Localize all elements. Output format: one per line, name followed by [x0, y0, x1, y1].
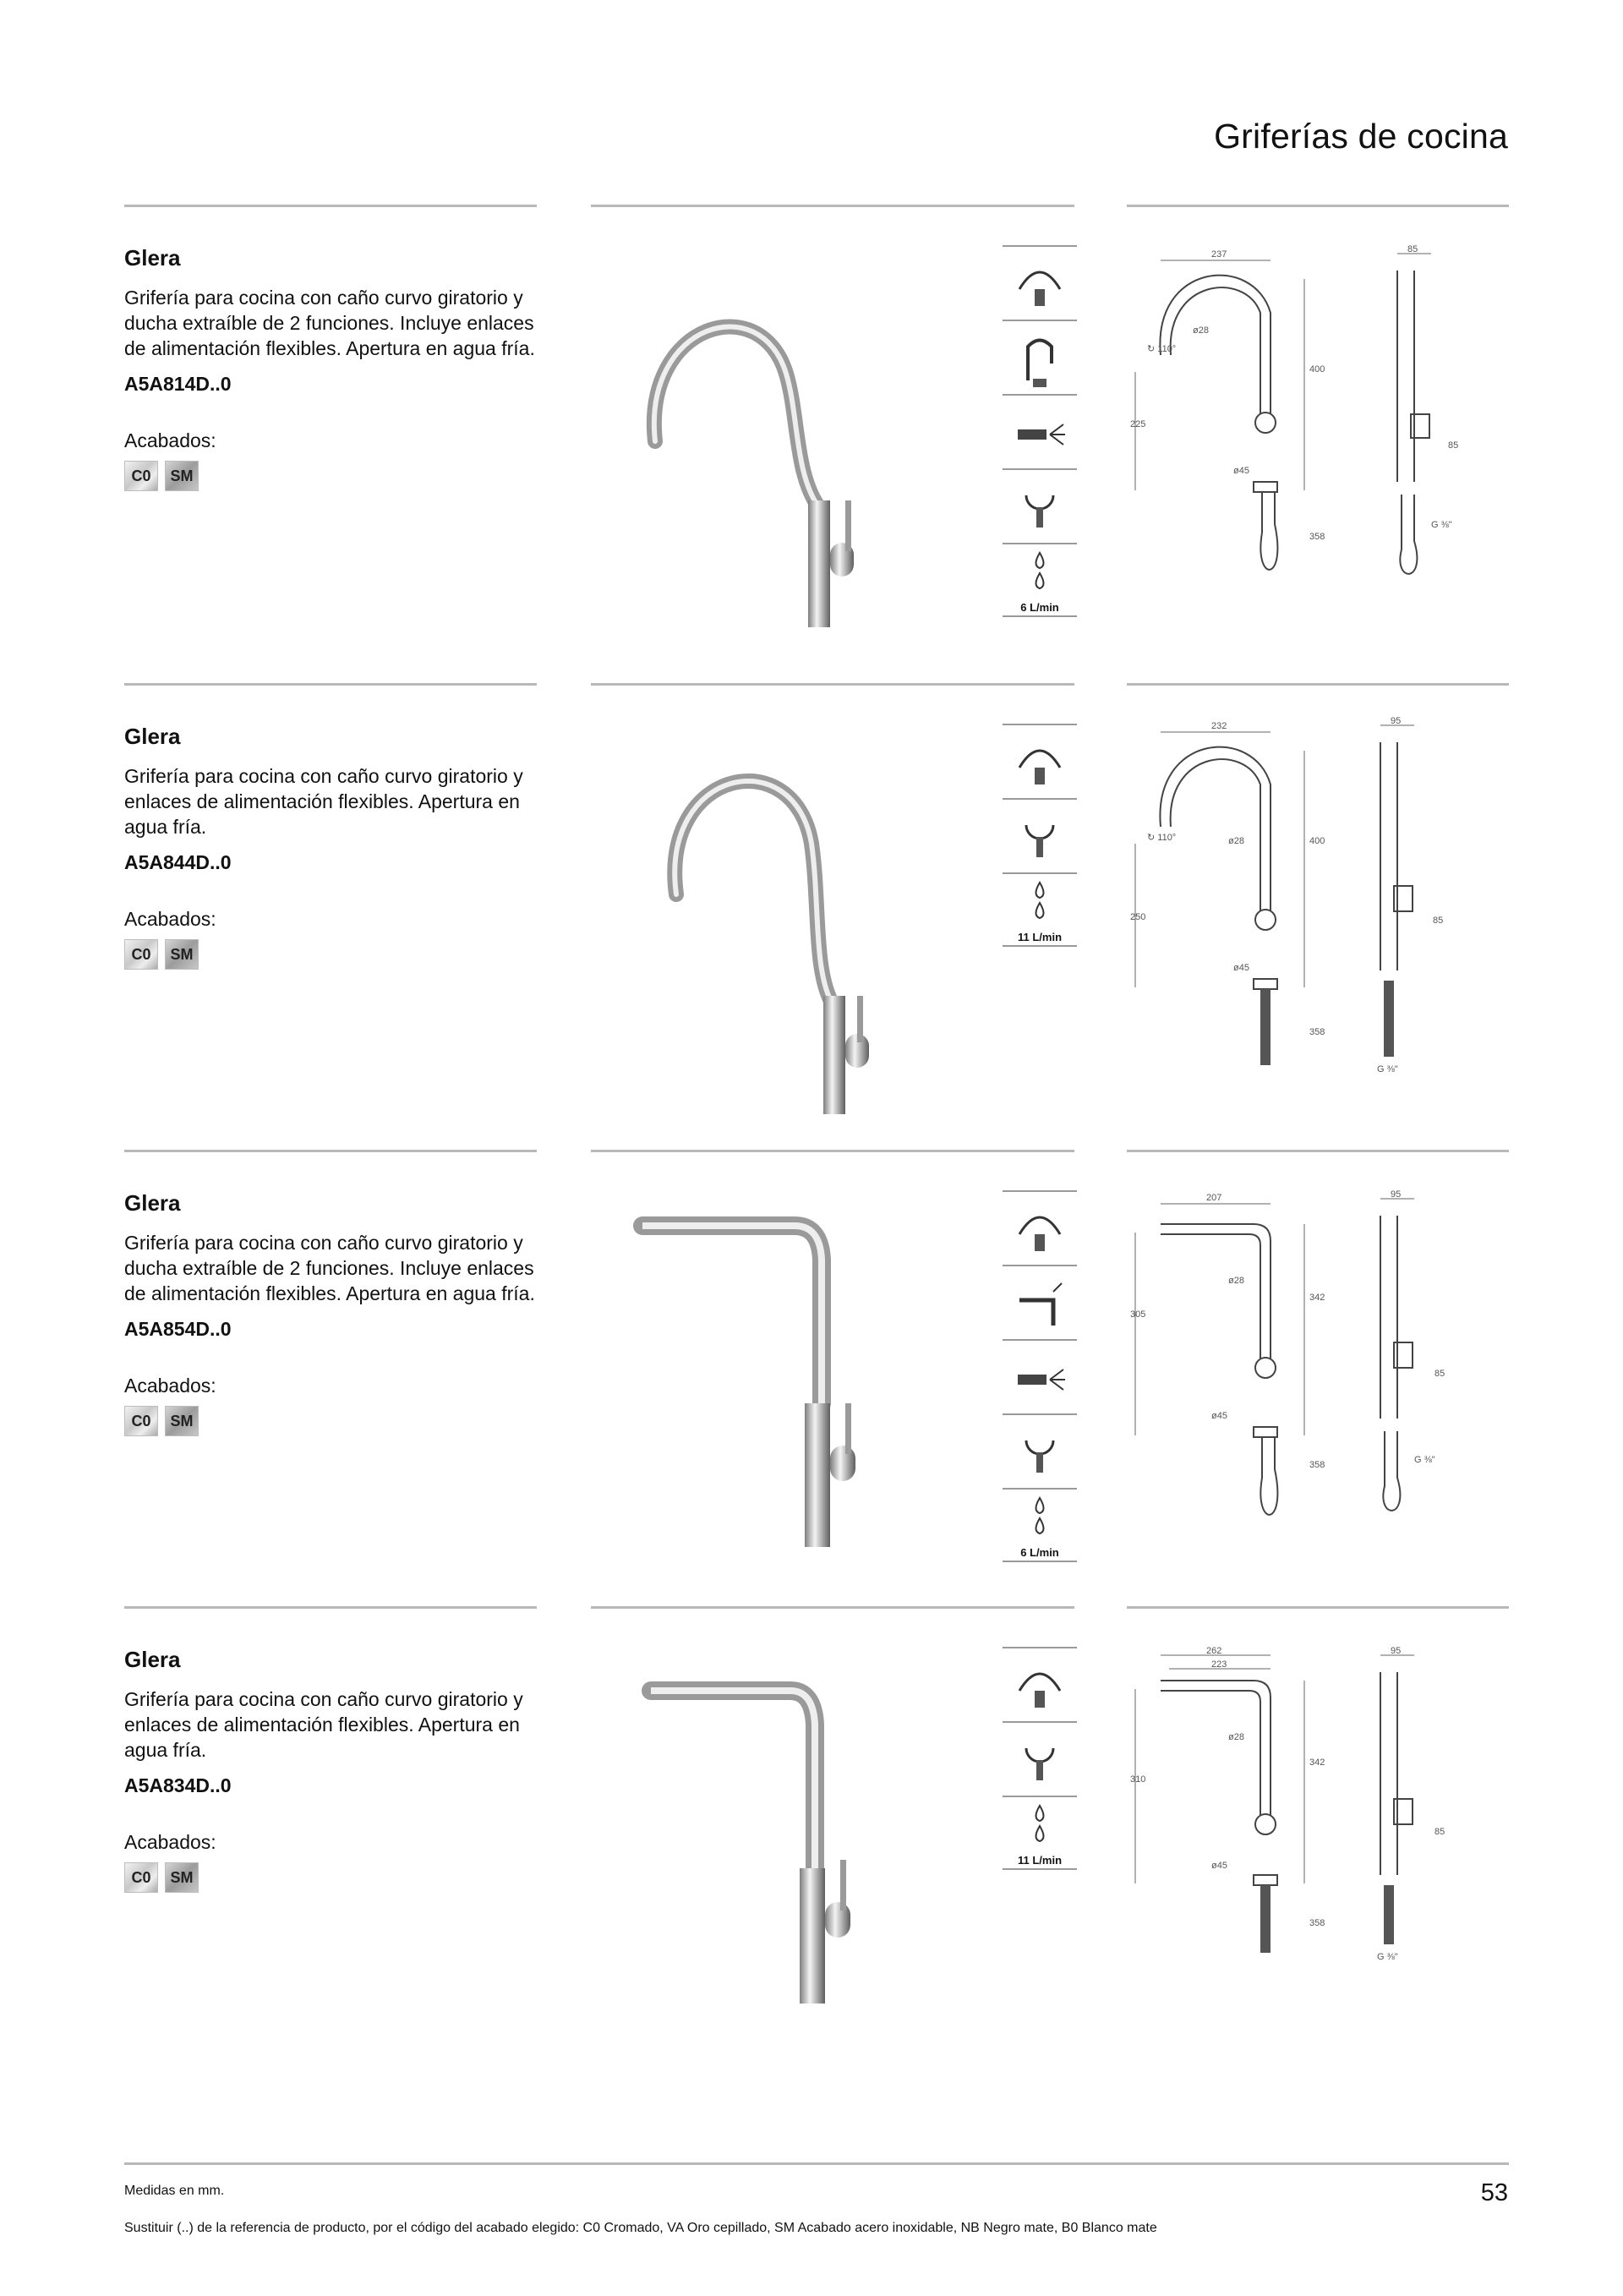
water-flow-icon	[1003, 872, 1077, 947]
svg-text:G ⅜": G ⅜"	[1431, 520, 1452, 530]
divider	[124, 1606, 537, 1609]
finish-swatch-stainless: SM	[165, 461, 199, 491]
page-number: 53	[1480, 2179, 1508, 2206]
svg-text:ø28: ø28	[1193, 325, 1209, 336]
flow-rate: 11 L/min	[1017, 1854, 1063, 1867]
svg-text:↻ 110°: ↻ 110°	[1147, 833, 1177, 843]
page-title: Griferías de cocina	[1214, 117, 1508, 156]
finish-swatch-chrome: C0	[124, 461, 158, 491]
svg-text:95: 95	[1391, 1190, 1402, 1200]
spray-icon	[1003, 1339, 1077, 1413]
svg-text:400: 400	[1309, 364, 1325, 374]
svg-text:85: 85	[1433, 916, 1444, 926]
svg-text:G ⅜": G ⅜"	[1377, 1952, 1398, 1962]
finish-swatch-chrome: C0	[124, 1406, 158, 1436]
feature-icons	[1003, 245, 1077, 617]
divider	[591, 683, 1074, 686]
finish-swatches	[124, 1406, 547, 1436]
svg-text:342: 342	[1309, 1293, 1325, 1303]
cold-opening-icon	[1003, 468, 1077, 543]
svg-text:G ⅜": G ⅜"	[1414, 1455, 1435, 1465]
spray-icon	[1003, 394, 1077, 468]
divider	[591, 1606, 1074, 1609]
feature-icons	[1003, 724, 1077, 947]
svg-text:250: 250	[1130, 912, 1146, 922]
swivel-icon	[1003, 245, 1077, 320]
svg-text:ø45: ø45	[1211, 1861, 1227, 1871]
finish-swatches	[124, 1862, 547, 1893]
svg-text:95: 95	[1391, 717, 1402, 726]
water-flow-icon	[1003, 1796, 1077, 1870]
product-info	[124, 1190, 547, 1436]
finishes-note: Sustituir (..) de la referencia de producto, por el código del acabado elegido: C0 Cromado, VA Oro cepillado, SM Acabado acero inoxidable, NB Negro mate, B0 Blanco mate	[124, 2221, 1157, 2235]
product-info	[124, 245, 547, 491]
footer-divider	[124, 2162, 1509, 2165]
svg-text:ø45: ø45	[1233, 466, 1249, 476]
product-photo	[592, 1657, 981, 2020]
svg-text:85: 85	[1434, 1369, 1445, 1379]
svg-text:ø28: ø28	[1228, 1276, 1244, 1286]
divider	[591, 205, 1074, 207]
finish-swatch-stainless: SM	[165, 1406, 199, 1436]
divider	[124, 1150, 537, 1152]
svg-text:305: 305	[1130, 1309, 1146, 1320]
cold-opening-icon	[1003, 798, 1077, 872]
product-reference: A5A854D..0	[124, 1318, 232, 1340]
units-note: Medidas en mm.	[124, 2184, 225, 2198]
svg-text:85: 85	[1407, 245, 1418, 254]
svg-text:232: 232	[1211, 721, 1227, 731]
divider	[124, 205, 537, 207]
product-reference: A5A814D..0	[124, 373, 232, 395]
product-name: Glera	[124, 245, 181, 271]
svg-text:207: 207	[1206, 1193, 1222, 1203]
finish-swatch-stainless: SM	[165, 1862, 199, 1893]
flow-rate: 11 L/min	[1017, 931, 1063, 943]
svg-text:310: 310	[1130, 1774, 1146, 1785]
svg-text:342: 342	[1309, 1758, 1325, 1768]
product-photo	[592, 717, 981, 1123]
divider	[591, 1150, 1074, 1152]
cold-opening-icon	[1003, 1721, 1077, 1796]
feature-icons	[1003, 1190, 1077, 1562]
divider	[1127, 683, 1509, 686]
svg-text:358: 358	[1309, 1460, 1325, 1470]
water-flow-icon	[1003, 543, 1077, 617]
divider	[1127, 205, 1509, 207]
swivel-icon	[1003, 724, 1077, 798]
svg-text:400: 400	[1309, 836, 1325, 846]
svg-text:85: 85	[1448, 440, 1459, 451]
swivel-icon	[1003, 1190, 1077, 1265]
svg-text:ø28: ø28	[1228, 1732, 1244, 1742]
svg-text:85: 85	[1434, 1827, 1445, 1837]
svg-text:ø45: ø45	[1211, 1411, 1227, 1421]
product-info	[124, 1647, 547, 1893]
finishes-label: Acabados:	[124, 1375, 216, 1397]
svg-text:262: 262	[1206, 1647, 1222, 1656]
water-flow-icon	[1003, 1488, 1077, 1562]
svg-text:ø28: ø28	[1228, 836, 1244, 846]
svg-text:358: 358	[1309, 532, 1325, 542]
flow-rate: 6 L/min	[1020, 1546, 1059, 1559]
product-description: Grifería para cocina con caño curvo giratorio y enlaces de alimentación flexibles. Apertura en agua fría.	[124, 765, 523, 838]
divider	[1127, 1150, 1509, 1152]
technical-drawing	[1127, 1647, 1516, 1985]
product-name: Glera	[124, 724, 181, 749]
finish-swatch-chrome: C0	[124, 1862, 158, 1893]
svg-text:G ⅜": G ⅜"	[1377, 1064, 1398, 1074]
technical-drawing	[1127, 245, 1516, 617]
svg-text:95: 95	[1391, 1647, 1402, 1656]
product-description: Grifería para cocina con caño curvo giratorio y ducha extraíble de 2 funciones. Incluye enlaces de alimentación flexibles. Apertura en agua fría.	[124, 287, 535, 359]
pull-out-icon	[1003, 320, 1077, 394]
product-name: Glera	[124, 1190, 181, 1216]
svg-text:225: 225	[1130, 419, 1146, 429]
technical-drawing	[1127, 1190, 1516, 1562]
finish-swatch-stainless: SM	[165, 939, 199, 970]
divider	[1127, 1606, 1509, 1609]
product-photo	[592, 255, 981, 636]
technical-drawing	[1127, 717, 1516, 1097]
finish-swatch-chrome: C0	[124, 939, 158, 970]
feature-icons	[1003, 1647, 1077, 1870]
finishes-label: Acabados:	[124, 908, 216, 930]
cold-opening-icon	[1003, 1413, 1077, 1488]
finish-swatches	[124, 939, 547, 970]
svg-text:223: 223	[1211, 1659, 1227, 1670]
product-reference: A5A834D..0	[124, 1774, 232, 1796]
product-reference: A5A844D..0	[124, 851, 232, 873]
finishes-label: Acabados:	[124, 1831, 216, 1853]
svg-text:ø45: ø45	[1233, 963, 1249, 973]
finishes-label: Acabados:	[124, 429, 216, 451]
finish-swatches	[124, 461, 547, 491]
product-info	[124, 724, 547, 970]
product-description: Grifería para cocina con caño curvo giratorio y enlaces de alimentación flexibles. Apertura en agua fría.	[124, 1688, 523, 1761]
swivel-icon	[1003, 1647, 1077, 1721]
product-name: Glera	[124, 1647, 181, 1672]
pull-out-icon	[1003, 1265, 1077, 1339]
product-photo	[592, 1200, 981, 1589]
svg-text:358: 358	[1309, 1027, 1325, 1037]
svg-text:358: 358	[1309, 1918, 1325, 1928]
flow-rate: 6 L/min	[1020, 601, 1059, 614]
svg-text:↻ 110°: ↻ 110°	[1147, 344, 1177, 354]
svg-text:237: 237	[1211, 249, 1227, 260]
divider	[124, 683, 537, 686]
product-description: Grifería para cocina con caño curvo giratorio y ducha extraíble de 2 funciones. Incluye enlaces de alimentación flexibles. Apertura en agua fría.	[124, 1232, 535, 1304]
